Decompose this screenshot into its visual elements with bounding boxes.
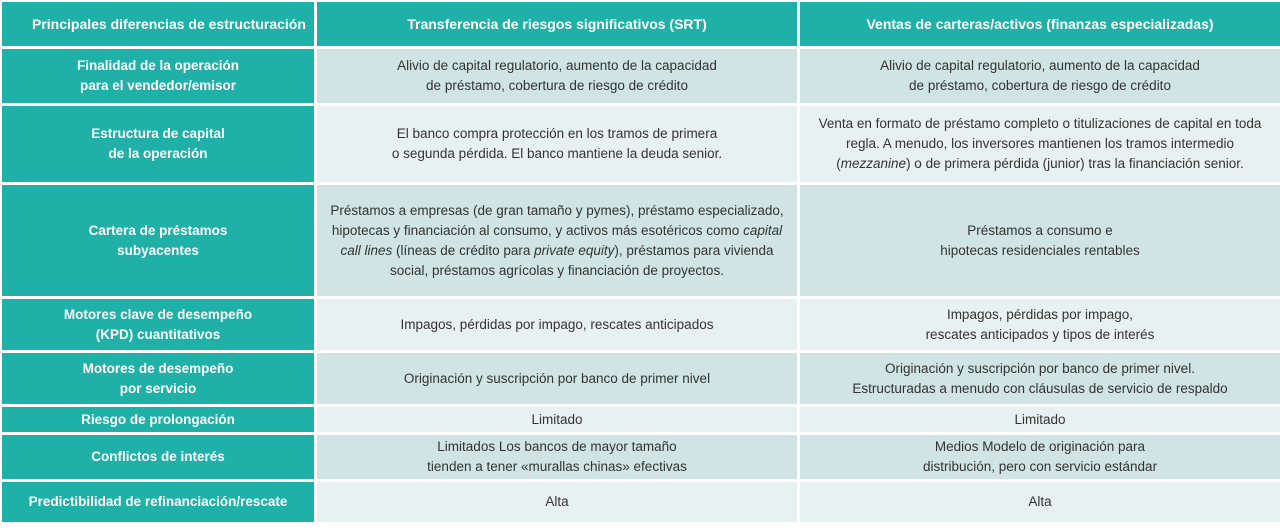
cell-line: Préstamos a empresas (de gran tamaño y pymes), préstamo especializado,: [330, 202, 784, 218]
row-header: [2, 435, 314, 479]
cell-italic-text: private equity: [534, 242, 615, 258]
cell-line: Alta: [1028, 494, 1052, 509]
cell-line: Impagos, pérdidas por impago,: [946, 306, 1134, 322]
cell-line: Venta en formato de préstamo completo o titulizaciones de capital en toda: [818, 116, 1262, 131]
row-header: [2, 49, 314, 103]
cell-line: Alivio de capital regulatorio, aumento de la capacidad: [880, 58, 1200, 73]
table-row: [2, 435, 1280, 479]
table-row: [2, 353, 1280, 404]
table-row: [2, 407, 1280, 432]
cell-line: Estructuradas a menudo con cláusulas de servicio de respaldo: [852, 380, 1228, 396]
asset-sales-cell: [800, 482, 1280, 522]
cell-line: regla. A menudo, los inversores mantienen los tramos intermedio: [846, 136, 1234, 151]
srt-cell: [317, 353, 797, 404]
srt-cell: [317, 407, 797, 432]
row-header-line: por servicio: [119, 380, 197, 396]
cell-line: Originación y suscripción por banco de primer nivel.: [885, 360, 1195, 376]
asset-sales-cell: [800, 49, 1280, 103]
cell-text: ) o de primera pérdida (junior) tras la financiación senior.: [906, 156, 1244, 171]
row-header-line: Estructura de capital: [91, 126, 225, 141]
cell-line: social, préstamos agrícolas y financiación de proyectos.: [390, 262, 724, 278]
table-row: [2, 482, 1280, 522]
row-header-line: para el vendedor/emisor: [79, 78, 237, 93]
asset-sales-cell: [800, 353, 1280, 404]
row-header-line: Predictibilidad de refinanciación/rescate: [28, 494, 288, 509]
cell-line: Alivio de capital regulatorio, aumento de la capacidad: [397, 58, 717, 73]
cell-line: Limitados Los bancos de mayor tamaño: [437, 439, 677, 454]
asset-sales-cell: [800, 185, 1280, 296]
row-header: [2, 353, 314, 404]
header-row: [2, 2, 1280, 46]
row-header: [2, 407, 314, 432]
srt-cell: [317, 482, 797, 522]
srt-cell: [317, 299, 797, 350]
asset-sales-cell: [800, 106, 1280, 182]
cell-italic-text: mezzanine: [840, 156, 907, 171]
cell-line: Limitado: [1014, 411, 1066, 427]
row-header: [2, 106, 314, 182]
cell-line: El banco compra protección en los tramos de primera: [396, 126, 718, 141]
cell-line: o segunda pérdida. El banco mantiene la deuda senior.: [391, 146, 723, 161]
row-header-line: Conflictos de interés: [91, 449, 225, 464]
cell-line: Medios Modelo de originación para: [934, 439, 1146, 454]
cell-line: Impagos, pérdidas por impago, rescates anticipados: [400, 316, 714, 332]
asset-sales-cell: [800, 407, 1280, 432]
header-col-differences: Principales diferencias de estructuración: [2, 2, 314, 46]
asset-sales-cell: [800, 435, 1280, 479]
cell-line: Préstamos a consumo e: [967, 222, 1113, 238]
header-col-asset-sales: Ventas de carteras/activos (finanzas especializadas): [800, 2, 1280, 46]
row-header-line: (KPD) cuantitativos: [95, 326, 221, 342]
cell-line: distribución, pero con servicio estándar: [922, 459, 1158, 474]
cell-italic-text: call lines: [340, 242, 393, 258]
srt-cell: [317, 185, 797, 296]
srt-cell: [317, 435, 797, 479]
cell-line: tienden a tener «murallas chinas» efectivas: [427, 459, 687, 474]
cell-text: ), préstamos para vivienda: [614, 242, 774, 258]
cell-line: rescates anticipados y tipos de interés: [925, 326, 1155, 342]
cell-text: hipotecas y financiación al consumo, y activos más esotéricos como: [331, 222, 744, 238]
cell-text: (: [836, 156, 841, 171]
row-header-line: Riesgo de prolongación: [81, 411, 235, 427]
cell-line: [323, 241, 791, 261]
cell-line: [323, 221, 791, 241]
row-header-line: Motores de desempeño: [82, 360, 234, 376]
row-header: [2, 482, 314, 522]
row-header: [2, 299, 314, 350]
srt-cell: [317, 49, 797, 103]
cell-italic-text: capital: [743, 222, 783, 238]
cell-line: [806, 154, 1274, 174]
row-header-line: de la operación: [108, 146, 208, 161]
table-row: [2, 299, 1280, 350]
table-row: [2, 106, 1280, 182]
srt-cell: [317, 106, 797, 182]
header-col-srt: Transferencia de riesgos significativos (SRT): [317, 2, 797, 46]
cell-line: de préstamo, cobertura de riesgo de crédito: [909, 78, 1171, 93]
row-header: [2, 185, 314, 296]
row-header-line: Cartera de préstamos: [88, 222, 228, 238]
row-header-line: subyacentes: [117, 242, 199, 258]
cell-line: Originación y suscripción por banco de primer nivel: [403, 370, 711, 386]
cell-line: Alta: [545, 494, 569, 509]
asset-sales-cell: [800, 299, 1280, 350]
cell-line: Limitado: [531, 411, 583, 427]
cell-line: de préstamo, cobertura de riesgo de crédito: [426, 78, 688, 93]
table-row: [2, 185, 1280, 296]
table-row: [2, 49, 1280, 103]
cell-line: hipotecas residenciales rentables: [940, 242, 1140, 258]
cell-text: (líneas de crédito para: [392, 242, 535, 258]
row-header-line: Motores clave de desempeño: [63, 306, 253, 322]
row-header-line: Finalidad de la operación: [76, 58, 240, 73]
